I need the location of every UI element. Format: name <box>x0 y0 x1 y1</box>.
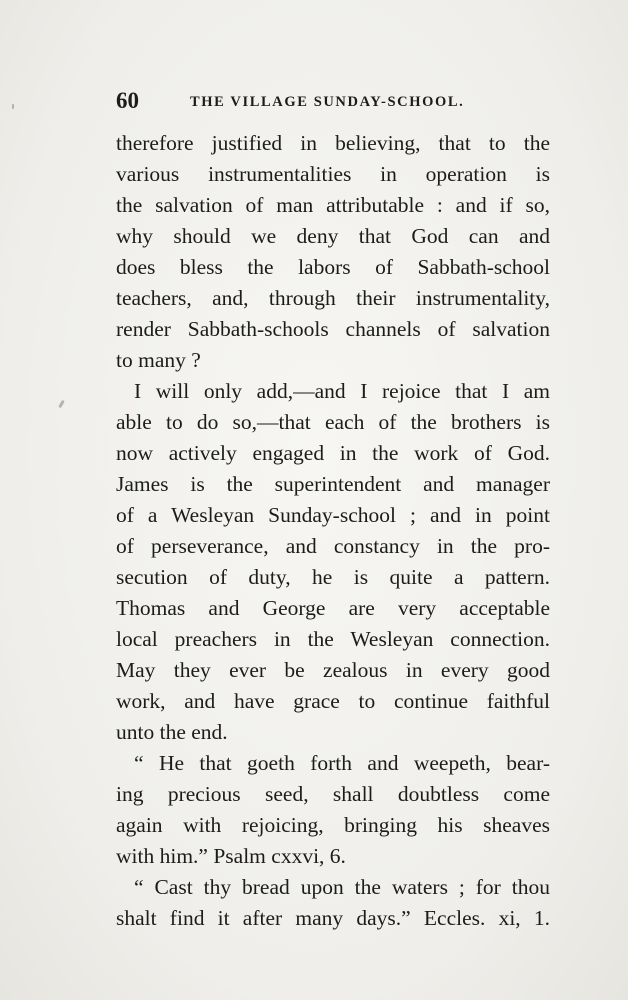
page-header <box>116 86 550 116</box>
text-line: ing precious seed, shall doubtless come <box>116 782 550 806</box>
running-head: THE VILLAGE SUNDAY-SCHOOL. <box>190 94 465 110</box>
text-line: work, and have grace to continue faithful <box>116 689 550 713</box>
text-line: shalt find it after many days.” Eccles. xi, 1. <box>116 906 550 930</box>
text-line: local preachers in the Wesleyan connection. <box>116 627 550 651</box>
ink-speck <box>58 400 65 408</box>
text-line: with him.” Psalm cxxvi, 6. <box>116 844 346 868</box>
text-line: May they ever be zealous in every good <box>116 658 550 682</box>
text-line: “ Cast thy bread upon the waters ; for thou <box>134 875 550 899</box>
text-line: unto the end. <box>116 720 228 744</box>
text-line: now actively engaged in the work of God. <box>116 441 550 465</box>
text-line: does bless the labors of Sabbath-school <box>116 255 550 279</box>
text-line: again with rejoicing, bringing his sheaves <box>116 813 550 837</box>
text-line: secution of duty, he is quite a pattern. <box>116 565 550 589</box>
text-line: James is the superintendent and manager <box>116 472 550 496</box>
text-line: of perseverance, and constancy in the pro- <box>116 534 550 558</box>
page-number: 60 <box>116 88 139 113</box>
text-line: to many ? <box>116 348 201 372</box>
text-line: Thomas and George are very acceptable <box>116 596 550 620</box>
text-line: therefore justified in believing, that to the <box>116 131 550 155</box>
body-text <box>116 128 550 934</box>
ink-speck <box>12 104 14 109</box>
text-line: able to do so,—that each of the brothers is <box>116 410 550 434</box>
text-line: of a Wesleyan Sunday-school ; and in point <box>116 503 550 527</box>
text-line: render Sabbath-schools channels of salvation <box>116 317 550 341</box>
text-line: the salvation of man attributable : and if so, <box>116 193 550 217</box>
text-line: various instrumentalities in operation is <box>116 162 550 186</box>
text-line: “ He that goeth forth and weepeth, bear- <box>134 751 550 775</box>
text-line: teachers, and, through their instrumentality, <box>116 286 550 310</box>
text-line: why should we deny that God can and <box>116 224 550 248</box>
text-line: I will only add,—and I rejoice that I am <box>134 379 550 403</box>
